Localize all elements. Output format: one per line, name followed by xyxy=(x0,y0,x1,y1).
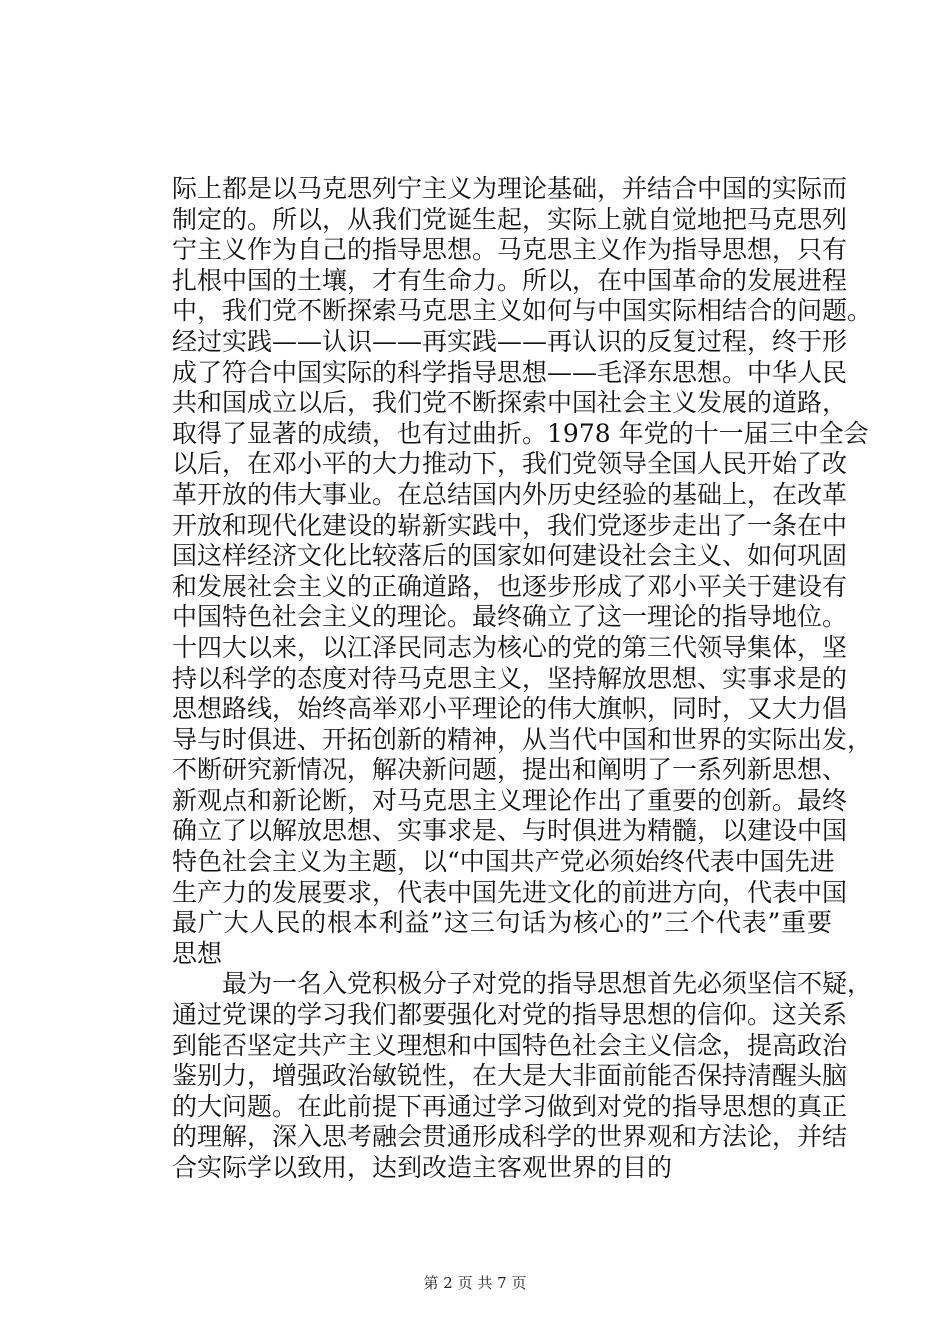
text-line: 以后，在邓小平的大力推动下，我们党领导全国人民开始了改 xyxy=(172,449,848,479)
text-line: 思想路线，始终高举邓小平理论的伟大旗帜，同时，又大力倡 xyxy=(172,694,848,724)
page-number-label: 第 2 页 共 7 页 xyxy=(423,1274,527,1292)
text-line: 开放和现代化建设的崭新实践中，我们党逐步走出了一条在中 xyxy=(172,510,848,540)
text-line: 新观点和新论断，对马克思主义理论作出了重要的创新。最终 xyxy=(172,785,848,815)
document-body xyxy=(172,174,873,1184)
text-line: 鉴别力，增强政治敏锐性，在大是大非面前能否保持清醒头脑 xyxy=(172,1061,848,1091)
text-line: 导与时俱进、开拓创新的精神，从当代中国和世界的实际出发， xyxy=(172,724,873,754)
text-line: 国这样经济文化比较落后的国家如何建设社会主义、如何巩固 xyxy=(172,541,848,571)
text-line: 宁主义作为自己的指导思想。马克思主义作为指导思想，只有 xyxy=(172,235,848,265)
text-line: 取得了显著的成绩，也有过曲折。1978 年党的十一届三中全会 xyxy=(172,418,869,448)
text-line: 制定的。所以，从我们党诞生起，实际上就自觉地把马克思列 xyxy=(172,204,848,234)
text-line: 十四大以来，以江泽民同志为核心的党的第三代领导集体，坚 xyxy=(172,632,848,662)
text-line: 最为一名入党积极分子对党的指导思想首先必须坚信不疑， xyxy=(222,969,873,999)
text-line: 中国特色社会主义的理论。最终确立了这一理论的指导地位。 xyxy=(172,602,848,632)
paragraph-2 xyxy=(172,969,873,1183)
text-line: 合实际学以致用，达到改造主客观世界的目的 xyxy=(172,1153,673,1182)
text-line: 革开放的伟大事业。在总结国内外历史经验的基础上，在改革 xyxy=(172,479,848,509)
paragraph-1 xyxy=(172,174,873,969)
text-line: 的理解，深入思考融会贯通形成科学的世界观和方法论，并结 xyxy=(172,1122,848,1152)
text-line: 通过党课的学习我们都要强化对党的指导思想的信仰。这关系 xyxy=(172,1000,848,1030)
text-line: 的大问题。在此前提下再通过学习做到对党的指导思想的真正 xyxy=(172,1091,848,1121)
text-line: 扎根中国的土壤，才有生命力。所以，在中国革命的发展进程 xyxy=(172,265,848,295)
text-line: 经过实践——认识——再实践——再认识的反复过程，终于形 xyxy=(172,326,848,356)
text-line: 思想 xyxy=(172,938,223,968)
text-line: 确立了以解放思想、实事求是、与时俱进为精髓，以建设中国 xyxy=(172,816,848,846)
text-line: 生产力的发展要求，代表中国先进文化的前进方向，代表中国 xyxy=(172,877,848,907)
text-line: 特色社会主义为主题，以“中国共产党必须始终代表中国先进 xyxy=(172,847,835,877)
text-line: 共和国成立以后，我们党不断探索中国社会主义发展的道路， xyxy=(172,388,848,418)
text-line: 到能否坚定共产主义理想和中国特色社会主义信念，提高政治 xyxy=(172,1030,848,1060)
page-footer xyxy=(0,1273,950,1293)
text-line: 际上都是以马克思列宁主义为理论基础，并结合中国的实际而 xyxy=(172,174,848,203)
text-line: 成了符合中国实际的科学指导思想——毛泽东思想。中华人民 xyxy=(172,357,848,387)
text-line: 不断研究新情况，解决新问题，提出和阐明了一系列新思想、 xyxy=(172,755,848,785)
text-line: 持以科学的态度对待马克思主义，坚持解放思想、实事求是的 xyxy=(172,663,848,693)
text-line: 和发展社会主义的正确道路，也逐步形成了邓小平关于建设有 xyxy=(172,571,848,601)
text-line: 中，我们党不断探索马克思主义如何与中国实际相结合的问题。 xyxy=(172,296,873,326)
text-line: 最广大人民的根本利益”这三句话为核心的”三个代表”重要 xyxy=(172,908,832,938)
